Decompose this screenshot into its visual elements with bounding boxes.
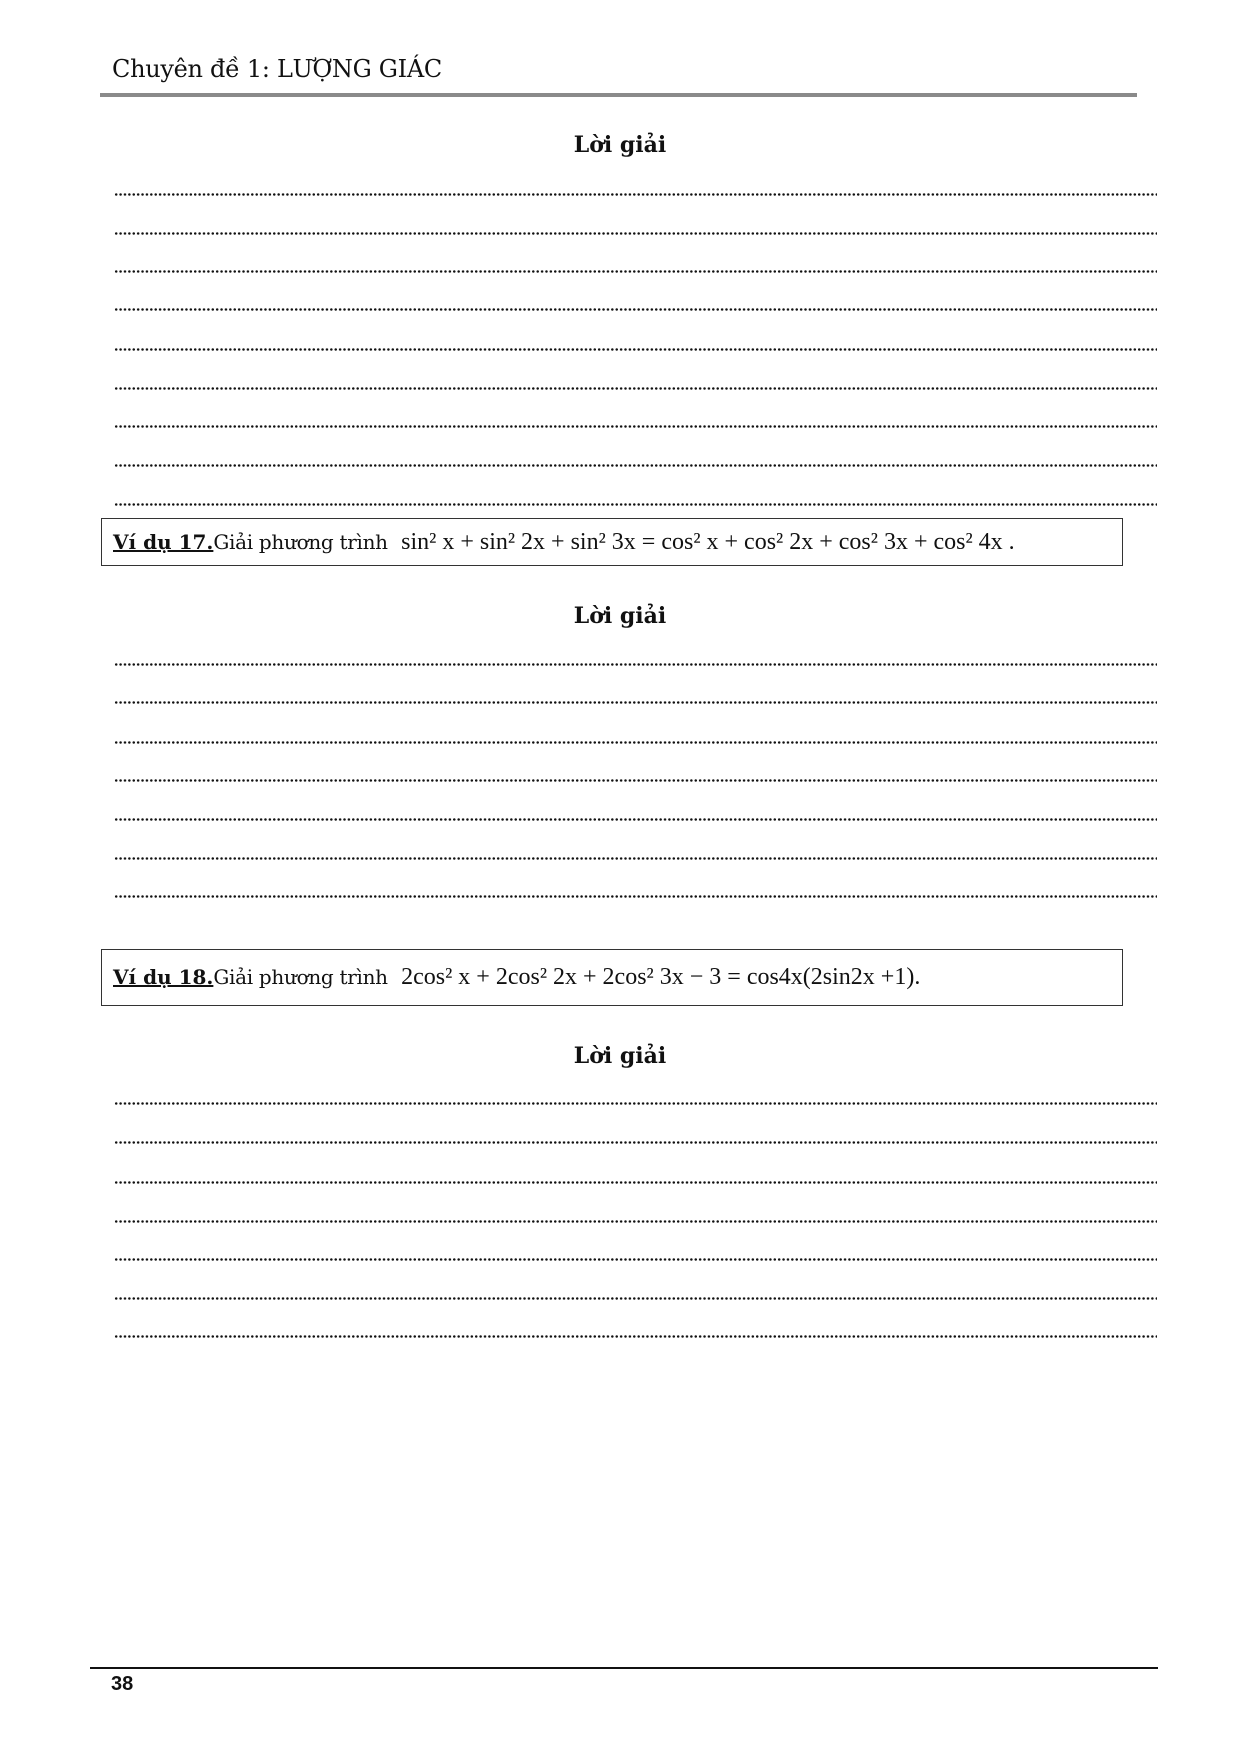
answer-line[interactable]: [114, 701, 1157, 704]
footer-divider: [90, 1667, 1158, 1669]
solution-heading: Lời giải: [573, 603, 667, 629]
answer-line[interactable]: [114, 857, 1157, 860]
example-label: Ví dụ 17.: [113, 530, 214, 554]
answer-line[interactable]: [114, 741, 1157, 744]
solution-heading: Lời giải: [573, 1043, 667, 1069]
answer-line[interactable]: [114, 818, 1157, 821]
answer-line[interactable]: [114, 308, 1157, 311]
example-17-box: [101, 518, 1123, 566]
solution-heading: Lời giải: [573, 132, 667, 158]
answer-line[interactable]: [114, 387, 1157, 390]
answer-line[interactable]: [114, 1102, 1157, 1105]
answer-line[interactable]: [114, 1220, 1157, 1223]
answer-line[interactable]: [114, 779, 1157, 782]
example-equation: 2cos² x + 2cos² 2x + 2cos² 3x − 3 = cos4x(2sin2x +1).: [401, 964, 921, 990]
answer-line[interactable]: [114, 193, 1157, 196]
chapter-title: Chuyên đề 1: LƯỢNG GIÁC: [112, 55, 442, 83]
answer-line[interactable]: [114, 1335, 1157, 1338]
example-equation: sin² x + sin² 2x + sin² 3x = cos² x + cos² 2x + cos² 3x + cos² 4x .: [401, 529, 1015, 555]
answer-line[interactable]: [114, 464, 1157, 467]
answer-line[interactable]: [114, 270, 1157, 273]
answer-line[interactable]: [114, 1141, 1157, 1144]
example-intro: Giải phương trình: [213, 530, 388, 554]
answer-line[interactable]: [114, 1297, 1157, 1300]
answer-line[interactable]: [114, 232, 1157, 235]
answer-line[interactable]: [114, 895, 1157, 898]
example-label: Ví dụ 18.: [113, 965, 214, 989]
page-number: 38: [111, 1673, 134, 1695]
header-divider: [100, 93, 1137, 97]
answer-line[interactable]: [114, 663, 1157, 666]
answer-line[interactable]: [114, 503, 1157, 506]
example-intro: Giải phương trình: [213, 965, 388, 989]
example-18-box: [101, 949, 1123, 1006]
answer-line[interactable]: [114, 425, 1157, 428]
answer-line[interactable]: [114, 348, 1157, 351]
answer-line[interactable]: [114, 1181, 1157, 1184]
answer-line[interactable]: [114, 1258, 1157, 1261]
